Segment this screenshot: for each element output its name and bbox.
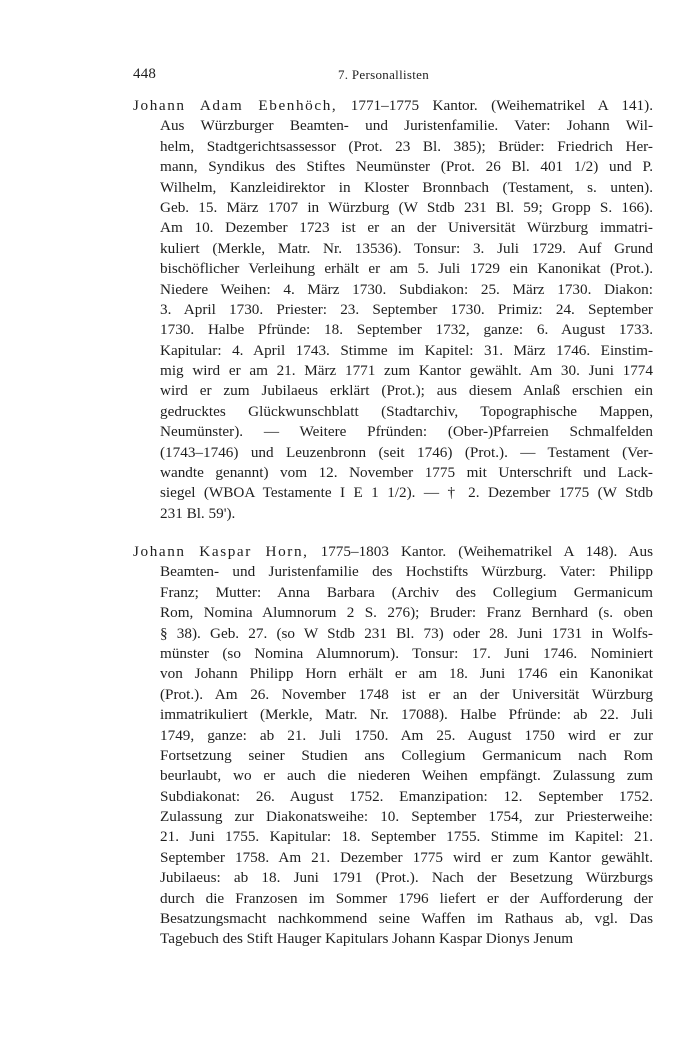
text-line bbox=[133, 280, 653, 300]
text-line bbox=[133, 463, 653, 483]
line-text: wandte genannt) vom 12. November 1775 mit Unterschrift und Lack- bbox=[160, 464, 653, 482]
line-text: Jubilaeus: ab 18. Juni 1791 (Prot.). Nach der Besetzung Würzburgs bbox=[160, 869, 653, 887]
text-line bbox=[133, 827, 653, 847]
text-line bbox=[133, 562, 653, 582]
line-text: Zulassung zur Diakonatsweihe: 10. September 1754, zur Priesterweihe: bbox=[160, 808, 653, 826]
line-text: helm, Stadtgerichtsassessor (Prot. 23 Bl. 385); Brüder: Friedrich Her- bbox=[160, 137, 653, 155]
text-line bbox=[133, 664, 653, 684]
line-text: Wilhelm, Kanzleidirektor in Kloster Bronnbach (Testament, s. unten). bbox=[160, 178, 653, 196]
text-line bbox=[133, 787, 653, 807]
line-text: mann, Syndikus des Stiftes Neumünster (Prot. 26 Bl. 401 1/2) und P. bbox=[160, 158, 653, 176]
line-text: 3. April 1730. Priester: 23. September 1730. Primiz: 24. September bbox=[160, 300, 653, 318]
text-line bbox=[133, 300, 653, 320]
line-text: § 38). Geb. 27. (so W Stdb 231 Bl. 73) oder 28. Juni 1731 in Wolfs- bbox=[160, 624, 653, 642]
person-name: Johann Kaspar Horn, bbox=[133, 543, 309, 560]
line-text: Subdiakonat: 26. August 1752. Emanzipation: 12. September 1752. bbox=[160, 787, 653, 805]
text-line bbox=[133, 583, 653, 603]
text-line bbox=[133, 341, 653, 361]
text-line bbox=[133, 137, 653, 157]
text-line bbox=[133, 218, 653, 238]
line-text: (Prot.). Am 26. November 1748 ist er an der Universität Würzburg bbox=[160, 685, 653, 703]
text-line bbox=[133, 320, 653, 340]
line-text: wird er zum Jubilaeus erklärt (Prot.); aus diesem Anlaß erschien ein bbox=[160, 382, 653, 400]
line-text: siegel (WBOA Testamente I E 1 1/2). — † 2. Dezember 1775 (W Stdb bbox=[160, 484, 653, 502]
text-line bbox=[133, 685, 653, 705]
line-text: mig wird er am 21. März 1771 zum Kantor gewählt. Am 30. Juni 1774 bbox=[160, 362, 653, 380]
text-line bbox=[133, 422, 653, 442]
text-line bbox=[133, 504, 653, 524]
line-text: münster (so Nomina Alumnorum). Tonsur: 17. Juni 1746. Nominiert bbox=[160, 644, 653, 662]
line-text: Besatzungsmacht nachkommend seine Waffen im Rathaus ab, vgl. Das bbox=[160, 910, 653, 928]
line-text: September 1758. Am 21. Dezember 1775 wird er zum Kantor gewählt. bbox=[160, 848, 653, 866]
line-text: Fortsetzung seiner Studien ans Collegium Germanicum nach Rom bbox=[160, 746, 653, 764]
line-text: 1775–1803 Kantor. (Weihematrikel A 148). Aus bbox=[308, 543, 653, 560]
line-text: Niedere Weihen: 4. März 1730. Subdiakon: 25. März 1730. Diakon: bbox=[160, 280, 653, 298]
text-line bbox=[133, 239, 653, 259]
text-line bbox=[133, 361, 653, 381]
line-text: Rom, Nomina Alumnorum 2 S. 276); Bruder: Franz Bernhard (s. oben bbox=[160, 604, 653, 622]
line-text: Aus Würzburger Beamten- und Juristenfamilie. Vater: Johann Wil- bbox=[160, 117, 653, 135]
line-text: immatrikuliert (Merkle, Matr. Nr. 17088). Halbe Pfründe: ab 22. Juli bbox=[160, 706, 653, 724]
text-line bbox=[133, 868, 653, 888]
line-text: 1749, ganze: ab 21. Juli 1750. Am 25. August 1750 wird er zur bbox=[160, 726, 653, 744]
text-line bbox=[133, 909, 653, 929]
text-line bbox=[133, 96, 653, 116]
running-head bbox=[133, 66, 653, 86]
line-text: von Johann Philipp Horn erhält er am 18. Juni 1746 ein Kanonikat bbox=[160, 665, 653, 683]
line-text: gedrucktes Glückwunschblatt (Stadtarchiv, Topographische Mappen, bbox=[160, 402, 653, 420]
line-text: (1743–1746) und Leuzenbronn (seit 1746) (Prot.). — Testament (Ver- bbox=[160, 443, 653, 461]
text-line bbox=[133, 644, 653, 664]
line-text: durch die Franzosen im Sommer 1796 liefert er der Aufforderung der bbox=[160, 889, 653, 907]
text-line bbox=[133, 157, 653, 177]
text-line bbox=[133, 766, 653, 786]
text-line bbox=[133, 705, 653, 725]
text-line bbox=[133, 116, 653, 136]
line-text: bischöflicher Verleihung erhält er am 5. Juli 1729 ein Kanonikat (Prot.). bbox=[160, 260, 653, 278]
text-line bbox=[133, 726, 653, 746]
entry-horn bbox=[133, 542, 653, 950]
chapter-title: 7. Personallisten bbox=[338, 67, 430, 82]
text-line bbox=[133, 929, 653, 949]
text-line bbox=[133, 542, 653, 562]
text-line bbox=[133, 483, 653, 503]
text-line bbox=[133, 178, 653, 198]
text-line bbox=[133, 259, 653, 279]
line-text: 1730. Halbe Pfründe: 18. September 1732, ganze: 6. August 1733. bbox=[160, 321, 653, 339]
line-text: Am 10. Dezember 1723 ist er an der Universität Würzburg immatri- bbox=[160, 219, 653, 237]
line-text: kuliert (Merkle, Matr. Nr. 13536). Tonsur: 3. Juli 1729. Auf Grund bbox=[160, 239, 653, 257]
text-line bbox=[133, 746, 653, 766]
line-text: Geb. 15. März 1707 in Würzburg (W Stdb 231 Bl. 59; Gropp S. 166). bbox=[160, 198, 653, 216]
text-line bbox=[133, 807, 653, 827]
page-number: 448 bbox=[133, 66, 157, 82]
entry-ebenhoech bbox=[133, 96, 653, 524]
line-text: Tagebuch des Stift Hauger Kapitulars Johann Kaspar Dionys Jenum bbox=[160, 930, 574, 948]
line-text: beurlaubt, wo er auch die niederen Weihen empfängt. Zulassung zum bbox=[160, 767, 653, 785]
text-line bbox=[133, 848, 653, 868]
text-line bbox=[133, 402, 653, 422]
line-text: 1771–1775 Kantor. (Weihematrikel A 141). bbox=[337, 97, 653, 114]
line-text: 21. Juni 1755. Kapitular: 18. September 1755. Stimme im Kapitel: 21. bbox=[160, 828, 653, 846]
text-line bbox=[133, 443, 653, 463]
text-line bbox=[133, 198, 653, 218]
text-line bbox=[133, 381, 653, 401]
text-line bbox=[133, 624, 653, 644]
person-name: Johann Adam Ebenhöch, bbox=[133, 97, 338, 114]
line-text: Beamten- und Juristenfamilie des Hochstifts Würzburg. Vater: Philipp bbox=[160, 563, 653, 581]
line-text: Franz; Mutter: Anna Barbara (Archiv des Collegium Germanicum bbox=[160, 583, 653, 601]
text-line bbox=[133, 603, 653, 623]
line-text: Neumünster). — Weitere Pfründen: (Ober-)Pfarreien Schmalfelden bbox=[160, 423, 653, 441]
line-text: 231 Bl. 59'). bbox=[160, 504, 236, 522]
text-line bbox=[133, 889, 653, 909]
line-text: Kapitular: 4. April 1743. Stimme im Kapitel: 31. März 1746. Einstim- bbox=[160, 341, 653, 359]
